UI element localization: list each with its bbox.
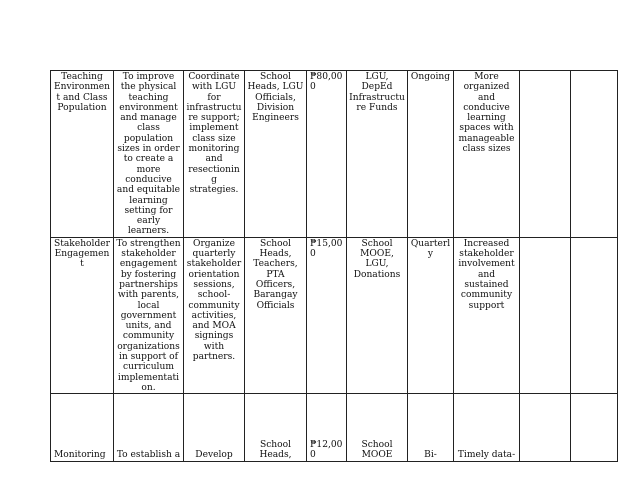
activities-cell: Coordinate with LGU for infrastructure support; implement class size monitoring and resectioning strategies. [184,71,245,238]
table-row [51,394,618,462]
activities-cell: Organize quarterly stakeholder orientation sessions, school-community activities, and MOA signings with partners. [184,237,245,393]
persons-cell: School Heads, Teachers, PTA Officers, Barangay Officials [245,237,307,393]
empty-cell [520,394,571,462]
area-cell: Teaching Environment and Class Population [51,71,114,238]
source-cell: LGU, DepEd Infrastructure Funds [347,71,408,238]
empty-cell [571,394,618,462]
timeframe-cell: Ongoing [408,71,454,238]
outcome-cell: Increased stakeholder involvement and sustained community support [454,237,520,393]
empty-cell [520,71,571,238]
persons-cell: School Heads, LGU Officials, Division Engineers [245,71,307,238]
outcome-cell: More organized and conducive learning spaces with manageable class sizes [454,71,520,238]
objective-cell: To establish a [114,394,184,462]
budget-cell: ₱15,000 [307,237,347,393]
area-cell: Stakeholder Engagement [51,237,114,393]
empty-cell [520,237,571,393]
objective-cell: To improve the physical teaching environment and manage class population sizes in order to create a more conducive and equitable learning setting for early learners. [114,71,184,238]
budget-cell: ₱12,000 [307,394,347,462]
budget-cell: ₱80,000 [307,71,347,238]
activities-cell: Develop [184,394,245,462]
timeframe-cell: Quarterly [408,237,454,393]
objective-cell: To strengthen stakeholder engagement by fostering partnerships with parents, local government units, and community organizations in support of curriculum implementation. [114,237,184,393]
outcome-cell: Timely data- [454,394,520,462]
source-cell: School MOOE, LGU, Donations [347,237,408,393]
source-cell: School MOOE [347,394,408,462]
table-row [51,237,618,393]
table-row [51,71,618,238]
persons-cell: School Heads, [245,394,307,462]
empty-cell [571,71,618,238]
action-plan-table [50,70,618,462]
area-cell: Monitoring [51,394,114,462]
timeframe-cell: Bi- [408,394,454,462]
empty-cell [571,237,618,393]
